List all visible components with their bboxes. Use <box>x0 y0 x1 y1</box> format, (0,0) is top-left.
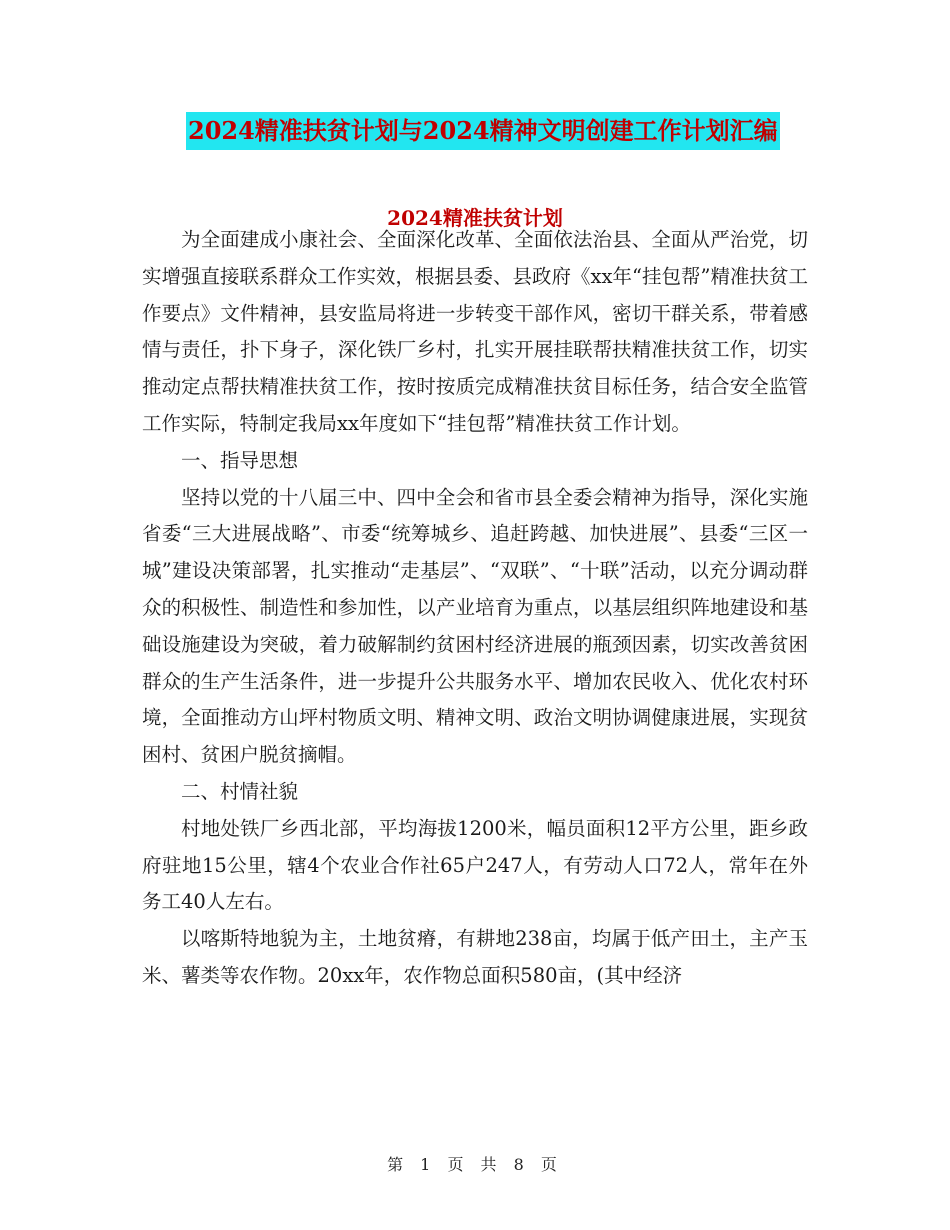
paragraph-village-location: 村地处铁厂乡西北部，平均海拔1200米，幅员面积12平方公里，距乡政府驻地15公里，辖4个农业合作社65户247人，有劳动人口72人，常年在外务工40人左右。 <box>142 816 808 914</box>
heading-village-overview: 二、村情社貌 <box>181 779 299 803</box>
paragraph-guiding-ideology: 坚持以党的十八届三中、四中全会和省市县全委会精神为指导，深化实施省委“三大进展战略”、市委“统筹城乡、追赶跨越、加快进展”、县委“三区一城”建设决策部署，扎实推动“走基层”、“双联”、“十联”活动，以充分调动群众的积极性、制造性和参加性，以产业培育为重点，以基层组织阵地建设和基础设施建设为突破，着力破解制约贫困村经济进展的瓶颈因素，切实改善贫困群众的生产生活条件，进一步提升公共服务水平、增加农民收入、优化农村环境，全面推动方山坪村物质文明、精神文明、政治文明协调健康进展，实现贫困村、贫困户脱贫摘帽。 <box>142 485 808 767</box>
document-title: 2024精准扶贫计划与2024精神文明创建工作计划汇编 <box>186 112 780 150</box>
document-body <box>142 222 808 995</box>
paragraph-intro: 为全面建成小康社会、全面深化改革、全面依法治县、全面从严治党，切实增强直接联系群众工作实效，根据县委、县政府《xx年“挂包帮”精准扶贫工作要点》文件精神，县安监局将进一步转变干部作风，密切干群关系，带着感情与责任，扑下身子，深化铁厂乡村，扎实开展挂联帮扶精准扶贫工作，切实推动定点帮扶精准扶贫工作，按时按质完成精准扶贫目标任务，结合安全监管工作实际，特制定我局xx年度如下“挂包帮”精准扶贫工作计划。 <box>142 228 808 435</box>
page-footer: 第 1 页 共 8 页 <box>387 1155 563 1174</box>
section-title: 2024精准扶贫计划 <box>387 206 563 230</box>
heading-guiding-ideology: 一、指导思想 <box>181 448 299 472</box>
paragraph-village-land: 以喀斯特地貌为主，土地贫瘠，有耕地238亩，均属于低产田土，主产玉米、薯类等农作物。20xx年，农作物总面积580亩，(其中经济 <box>142 927 808 987</box>
